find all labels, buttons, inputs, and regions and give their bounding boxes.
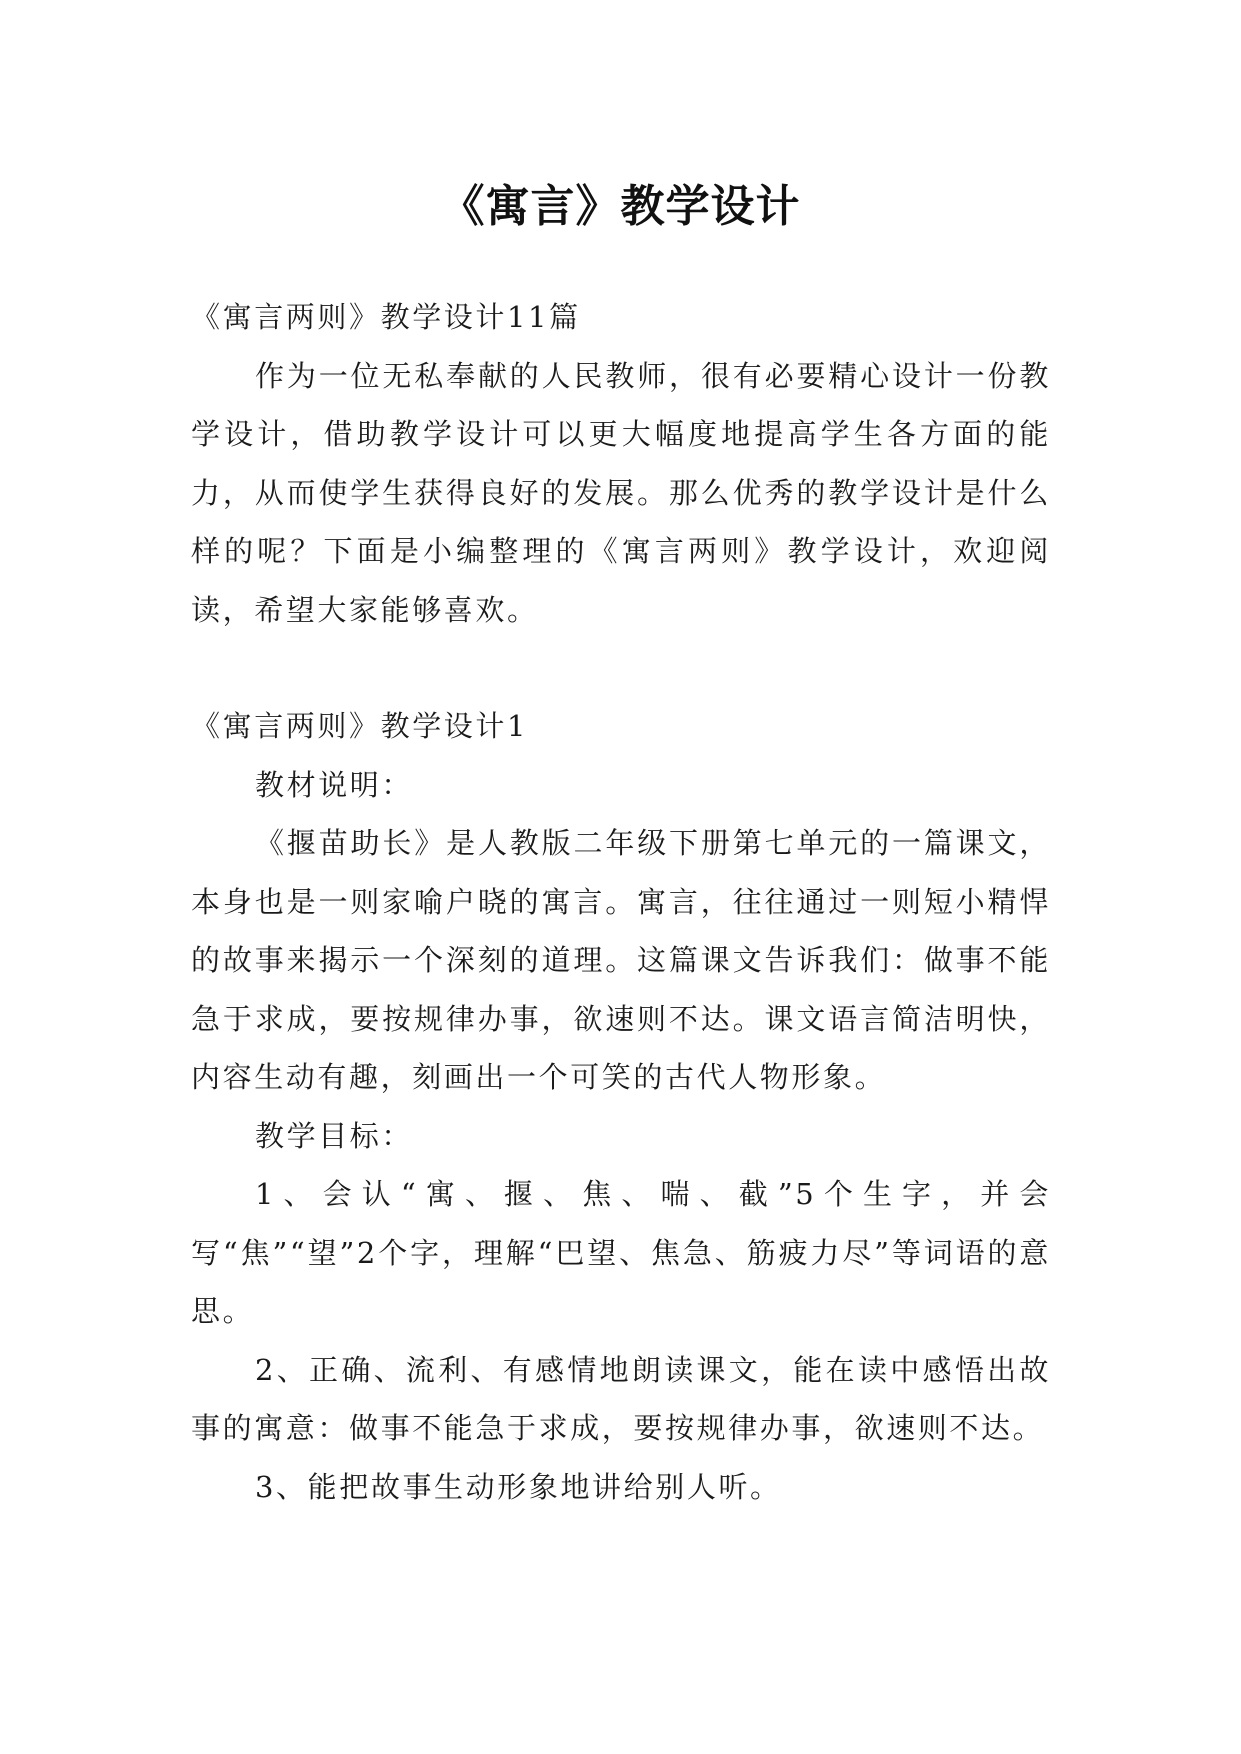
- objective-item: 3、能把故事生动形象地讲给别人听。: [255, 1469, 782, 1504]
- intro-paragraph: 作为一位无私奉献的人民教师，很有必要精心设计一份教学设计，借助教学设计可以更大幅度地提高学生各方面的能力，从而使学生获得良好的发展。那么优秀的教学设计是什么样的呢？下面是小编整理的《寓言两则》教学设计，欢迎阅读，希望大家能够喜欢。: [191, 358, 1051, 627]
- objective-item: 2、正确、流利、有感情地朗读课文，能在读中感悟出故事的寓意：做事不能急于求成，要按规律办事，欲速则不达。: [191, 1352, 1051, 1445]
- document-title: 《寓言》教学设计: [440, 181, 801, 233]
- section-heading: 《寓言两则》教学设计1: [191, 709, 529, 743]
- objective-item: 1、会认“寓、揠、焦、喘、截”5个生字，并会写“焦”“望”2个字，理解“巴望、焦急、筋疲力尽”等词语的意思。: [191, 1177, 1051, 1328]
- subheading-objectives: 教学目标：: [255, 1118, 414, 1153]
- materials-paragraph: 《揠苗助长》是人教版二年级下册第七单元的一篇课文，本身也是一则家喻户晓的寓言。寓言，往往通过一则短小精悍的故事来揭示一个深刻的道理。这篇课文告诉我们：做事不能急于求成，要按规律办事，欲速则不达。课文语言简洁明快，内容生动有趣，刻画出一个可笑的古代人物形象。: [191, 826, 1051, 1094]
- document-body: [191, 288, 1051, 1516]
- section-heading: 《寓言两则》教学设计11篇: [191, 300, 581, 334]
- subheading-materials: 教材说明：: [255, 767, 414, 802]
